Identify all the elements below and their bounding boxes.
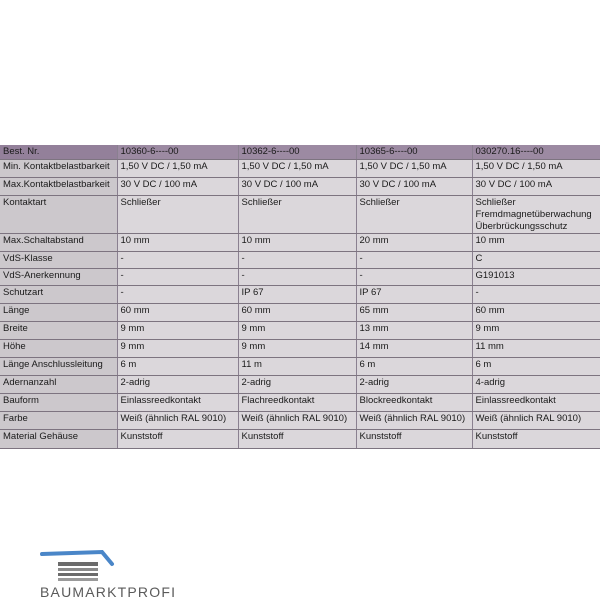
- value-cell: 1,50 V DC / 1,50 mA: [472, 160, 600, 178]
- table-row: [0, 430, 600, 449]
- row-label-cell: Max.Schaltabstand: [0, 234, 117, 252]
- row-label-cell: Max.Kontaktbelastbarkeit: [0, 178, 117, 196]
- value-cell: -: [356, 269, 472, 286]
- value-cell: Einlassreedkontakt: [117, 394, 238, 412]
- row-label-cell: Höhe: [0, 340, 117, 358]
- value-cell: 10 mm: [472, 234, 600, 252]
- table-row: [0, 178, 600, 196]
- value-cell: C: [472, 252, 600, 269]
- value-cell: 30 V DC / 100 mA: [472, 178, 600, 196]
- logo-text: BAUMARKTPROFI: [40, 584, 177, 600]
- value-cell: 9 mm: [472, 322, 600, 340]
- value-cell: -: [117, 269, 238, 286]
- value-cell: 1,50 V DC / 1,50 mA: [238, 160, 356, 178]
- value-cell: 60 mm: [472, 304, 600, 322]
- row-label-cell: Best. Nr.: [0, 145, 117, 160]
- row-label-cell: Bauform: [0, 394, 117, 412]
- value-cell: Flachreedkontakt: [238, 394, 356, 412]
- value-cell: Einlassreedkontakt: [472, 394, 600, 412]
- value-cell: 10 mm: [117, 234, 238, 252]
- value-cell: -: [238, 252, 356, 269]
- value-cell: 11 m: [238, 358, 356, 376]
- value-cell: IP 67: [238, 286, 356, 304]
- value-cell: Kunststoff: [472, 430, 600, 449]
- value-cell: 2-adrig: [238, 376, 356, 394]
- value-cell: Weiß (ähnlich RAL 9010): [472, 412, 600, 430]
- value-cell: 10365-6----00: [356, 145, 472, 160]
- value-cell: 60 mm: [117, 304, 238, 322]
- table-row: [0, 269, 600, 286]
- row-label-cell: VdS-Anerkennung: [0, 269, 117, 286]
- value-cell: G191013: [472, 269, 600, 286]
- value-cell: IP 67: [356, 286, 472, 304]
- value-cell: 9 mm: [238, 322, 356, 340]
- row-label-cell: Material Gehäuse: [0, 430, 117, 449]
- value-cell: -: [238, 269, 356, 286]
- value-cell: 10 mm: [238, 234, 356, 252]
- value-cell: Weiß (ähnlich RAL 9010): [117, 412, 238, 430]
- value-cell: 10360-6----00: [117, 145, 238, 160]
- value-cell: 11 mm: [472, 340, 600, 358]
- table-row: [0, 322, 600, 340]
- table-row: [0, 160, 600, 178]
- value-cell: 14 mm: [356, 340, 472, 358]
- value-cell: 1,50 V DC / 1,50 mA: [117, 160, 238, 178]
- value-cell: 4-adrig: [472, 376, 600, 394]
- value-cell: 9 mm: [117, 322, 238, 340]
- row-label-cell: Kontaktart: [0, 196, 117, 234]
- value-cell: Schließer: [117, 196, 238, 234]
- value-cell: 1,50 V DC / 1,50 mA: [356, 160, 472, 178]
- row-label-cell: Länge: [0, 304, 117, 322]
- row-label-cell: Schutzart: [0, 286, 117, 304]
- value-cell: 30 V DC / 100 mA: [238, 178, 356, 196]
- row-label-cell: Adernanzahl: [0, 376, 117, 394]
- value-cell: 030270.16----00: [472, 145, 600, 160]
- value-cell: 9 mm: [238, 340, 356, 358]
- value-cell: 65 mm: [356, 304, 472, 322]
- value-cell: Schließer: [238, 196, 356, 234]
- value-cell: Blockreedkontakt: [356, 394, 472, 412]
- table-header-row: [0, 145, 600, 160]
- table-row: [0, 358, 600, 376]
- value-cell: -: [356, 252, 472, 269]
- value-cell: Kunststoff: [356, 430, 472, 449]
- value-cell: 30 V DC / 100 mA: [356, 178, 472, 196]
- value-cell: 10362-6----00: [238, 145, 356, 160]
- value-cell: 6 m: [356, 358, 472, 376]
- table-row: [0, 376, 600, 394]
- value-cell: 2-adrig: [117, 376, 238, 394]
- table-row: [0, 394, 600, 412]
- table-row: [0, 412, 600, 430]
- table-row: [0, 286, 600, 304]
- spec-table-body: [0, 145, 600, 449]
- value-cell: 13 mm: [356, 322, 472, 340]
- row-label-cell: Farbe: [0, 412, 117, 430]
- value-cell: 30 V DC / 100 mA: [117, 178, 238, 196]
- value-cell: 9 mm: [117, 340, 238, 358]
- value-cell: Weiß (ähnlich RAL 9010): [238, 412, 356, 430]
- row-label-cell: Min. Kontaktbelastbarkeit: [0, 160, 117, 178]
- value-cell: -: [117, 252, 238, 269]
- table-row: [0, 304, 600, 322]
- row-label-cell: VdS-Klasse: [0, 252, 117, 269]
- value-cell: -: [117, 286, 238, 304]
- value-cell: 6 m: [472, 358, 600, 376]
- value-cell: 2-adrig: [356, 376, 472, 394]
- value-cell: Kunststoff: [238, 430, 356, 449]
- spec-table: [0, 145, 600, 449]
- cell-line: Überbrückungsschutz: [475, 221, 568, 232]
- table-row: [0, 252, 600, 269]
- value-cell: -: [472, 286, 600, 304]
- baumarktprofi-logo: [40, 548, 177, 600]
- value-cell: Weiß (ähnlich RAL 9010): [356, 412, 472, 430]
- table-row: [0, 234, 600, 252]
- value-cell: 6 m: [117, 358, 238, 376]
- cell-line: Schließer: [475, 197, 516, 208]
- cell-line: Fremdmagnetüberwachung: [475, 209, 592, 220]
- value-cell: [472, 196, 600, 234]
- value-cell: 20 mm: [356, 234, 472, 252]
- table-row: [0, 196, 600, 234]
- row-label-cell: Länge Anschlussleitung: [0, 358, 117, 376]
- table-row: [0, 340, 600, 358]
- roof-icon: [40, 548, 170, 584]
- value-cell: 60 mm: [238, 304, 356, 322]
- value-cell: Schließer: [356, 196, 472, 234]
- value-cell: Kunststoff: [117, 430, 238, 449]
- row-label-cell: Breite: [0, 322, 117, 340]
